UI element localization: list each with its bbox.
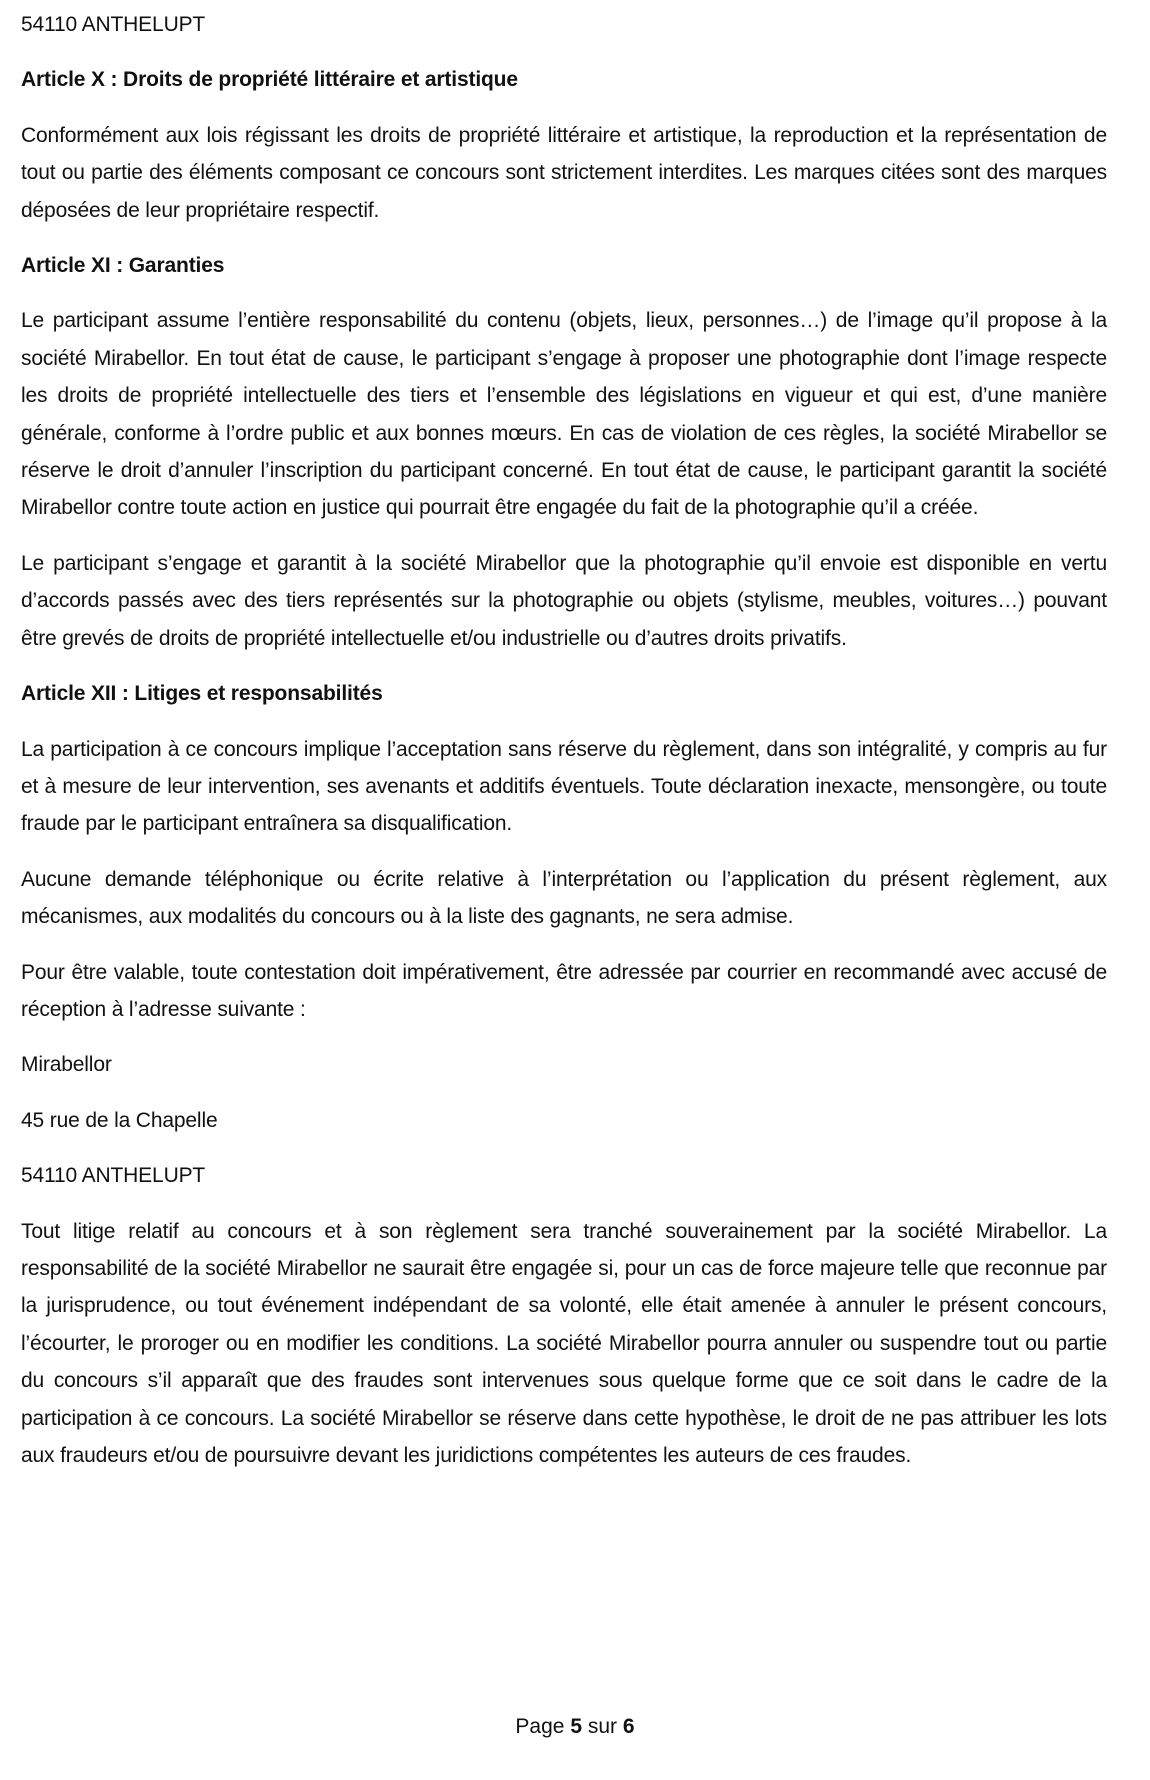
address-name: Mirabellor [21,1053,112,1077]
page-number-footer [0,1712,1150,1742]
address-street: 45 rue de la Chapelle [21,1108,218,1132]
article-xii-heading: Article XII : Litiges et responsabilités [21,682,383,706]
article-xii-paragraph-1: La participation à ce concours implique l’acceptation sans réserve du règlement, dans son intégralité, y compris au fur et à mesure de leur intervention, ses avenants et additifs éventuels. Toute déclaration inexacte, mensongère, ou toute fraude par le participant entraînera sa disqualification. [21,737,1107,836]
article-xii-paragraph-3: Pour être valable, toute contestation doit impérativement, être adressée par courrier en recommandé avec accusé de réception à l’adresse suivante : [21,960,1107,1021]
address-city: 54110 ANTHELUPT [21,1164,206,1188]
current-page-number: 5 [570,1715,582,1738]
article-xi-paragraph-1: Le participant assume l’entière responsabilité du contenu (objets, lieux, personnes…) de l’image qu’il propose à la société Mirabellor. En tout état de cause, le participant s’engage à proposer une photographie dont l’image respecte les droits de propriété intellectuelle des tiers et l’ensemble des législations en vigueur et qui est, d’une manière générale, conforme à l’ordre public et aux bonnes mœurs. En cas de violation de ces règles, la société Mirabellor se réserve le droit d’annuler l’inscription du participant concerné. En tout état de cause, le participant garantit la société Mirabellor contre toute action en justice qui pourrait être engagée du fait de la photographie qu’il a créée. [21,309,1107,520]
article-xii-paragraph-2: Aucune demande téléphonique ou écrite relative à l’interprétation ou l’application du présent règlement, aux mécanismes, aux modalités du concours ou à la liste des gagnants, ne sera admise. [21,867,1107,929]
article-xii-closing-paragraph: Tout litige relatif au concours et à son règlement sera tranché souverainement par la société Mirabellor. La responsabilité de la société Mirabellor ne saurait être engagée si, pour un cas de force majeure telle que reconnue par la jurisprudence, ou tout événement indépendant de sa volonté, elle était amenée à annuler le présent concours, l’écourter, le proroger ou en modifier les conditions. La société Mirabellor pourra annuler ou suspendre tout ou partie du concours s’il apparaît que des fraudes sont intervenues sous quelque forme que ce soit dans le cadre de la participation à ce concours. La société Mirabellor se réserve dans cette hypothèse, le droit de ne pas attribuer les lots aux fraudeurs et/ou de poursuivre devant les juridictions compétentes les auteurs de ces fraudes. [21,1219,1107,1467]
document-page [21,6,1107,1492]
address-city-top: 54110 ANTHELUPT [21,13,206,36]
article-xi-paragraph-2: Le participant s’engage et garantit à la société Mirabellor que la photographie qu’il envoie est disponible en vertu d’accords passés avec des tiers représentés sur la photographie ou objets (stylisme, meubles, voitures…) pouvant être grevés de droits de propriété intellectuelle et/ou industrielle ou d’autres droits privatifs. [21,551,1107,650]
article-xi-heading: Article XI : Garanties [21,254,225,278]
of-word: sur [587,1715,618,1738]
page-word: Page [515,1715,565,1738]
article-x-heading: Article X : Droits de propriété littéraire et artistique [21,68,518,92]
article-x-paragraph-1: Conformément aux lois régissant les droits de propriété littéraire et artistique, la reproduction et la représentation de tout ou partie des éléments composant ce concours sont strictement interdites. Les marques citées sont des marques déposées de leur propriétaire respectif. [21,123,1107,222]
total-pages-number: 6 [622,1715,635,1738]
